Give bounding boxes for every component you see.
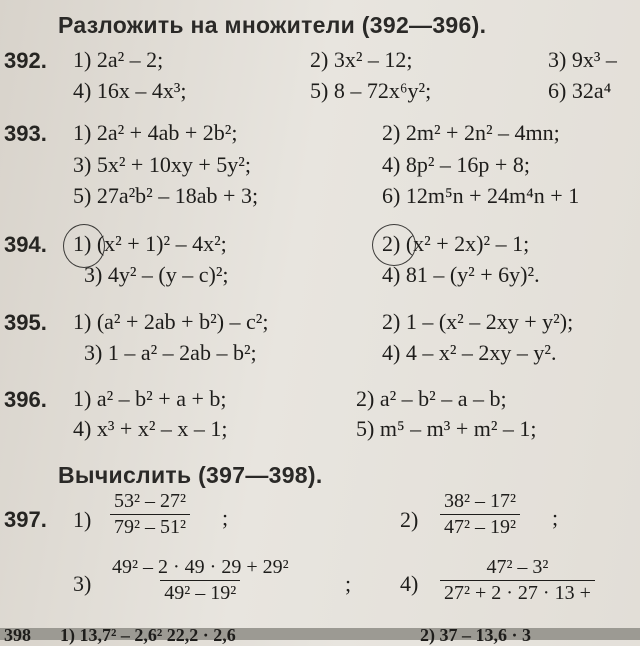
expression: 5) m⁵ – m³ + m² – 1; — [356, 416, 537, 441]
expression: 5) 8 – 72x⁶y²; — [310, 78, 432, 103]
expression: 2) 2m² + 2n² – 4mn; — [382, 120, 560, 145]
expression: 1) (a² + 2ab + b²) – c²; — [73, 309, 269, 334]
separator: ; — [222, 505, 229, 530]
fraction — [110, 490, 190, 539]
section-heading-calculate: Вычислить (397—398). — [58, 462, 323, 488]
fraction-numerator: 38² – 17² — [444, 490, 516, 512]
expression: 4) 4 – x² – 2xy – y². — [382, 340, 557, 365]
expression: 1) 2a² + 4ab + 2b²; — [73, 120, 238, 145]
cut-off-next-row — [0, 625, 640, 645]
fraction-denominator: 47² – 19² — [440, 514, 520, 539]
expression: 1) (x² + 1)² – 4x²; — [73, 231, 227, 256]
expression: 2) 3x² – 12; — [310, 47, 413, 72]
expression: 5) 27a²b² – 18ab + 3; — [73, 183, 259, 208]
fraction — [440, 490, 520, 539]
fraction-numerator: 53² – 27² — [114, 490, 186, 512]
expression: 2) (x² + 2x)² – 1; — [382, 231, 530, 256]
expression: 4) x³ + x² – x – 1; — [73, 416, 228, 441]
problem-number: 393. — [4, 121, 47, 146]
fraction-denominator: 79² – 51² — [110, 514, 190, 539]
problem-number: 398 — [4, 625, 31, 645]
problem-number: 395. — [4, 310, 47, 335]
separator: ; — [552, 505, 559, 530]
expression: 2) a² – b² – a – b; — [356, 386, 507, 411]
expression: 3) 9x³ – — [548, 47, 617, 72]
fraction-numerator: 49² – 2 · 49 · 29 + 29² — [112, 556, 289, 578]
item-label: 4) — [400, 571, 419, 596]
problem-number: 396. — [4, 387, 47, 412]
fraction-denominator: 27² + 2 · 27 · 13 + — [440, 580, 595, 605]
expression: 6) 12m⁵n + 24m⁴n + 1 — [382, 183, 580, 208]
section-heading-factorize: Разложить на множители (392—396). — [58, 12, 487, 38]
item-label: 1) — [73, 507, 92, 532]
expression: 3) 5x² + 10xy + 5y²; — [73, 152, 251, 177]
fraction-denominator: 49² – 19² — [160, 580, 240, 605]
expression: 1) a² – b² + a + b; — [73, 386, 227, 411]
fraction — [108, 556, 293, 605]
problem-number: 394. — [4, 232, 47, 257]
item-label: 3) — [73, 571, 92, 596]
fraction — [440, 556, 595, 605]
expression: 4) 81 – (y² + 6y)². — [382, 262, 540, 287]
expression: 1) 2a² – 2; — [73, 47, 164, 72]
problem-number: 392. — [4, 48, 47, 73]
expression: 4) 16x – 4x³; — [73, 78, 187, 103]
expression: 6) 32a⁴ — [548, 78, 612, 103]
expression: 1) 13,7² – 2,6² 22,2 · 2,6 — [60, 625, 236, 645]
expression: 3) 1 – a² – 2ab – b²; — [84, 340, 257, 365]
separator: ; — [345, 571, 352, 596]
problem-number: 397. — [4, 507, 47, 532]
expression: 2) 37 – 13,6 · 3 — [420, 625, 531, 645]
expression: 3) 4y² – (y – c)²; — [84, 262, 229, 287]
expression: 4) 8p² – 16p + 8; — [382, 152, 530, 177]
item-label: 2) — [400, 507, 419, 532]
expression: 2) 1 – (x² – 2xy + y²); — [382, 309, 574, 334]
fraction-numerator: 47² – 3² — [486, 556, 549, 578]
